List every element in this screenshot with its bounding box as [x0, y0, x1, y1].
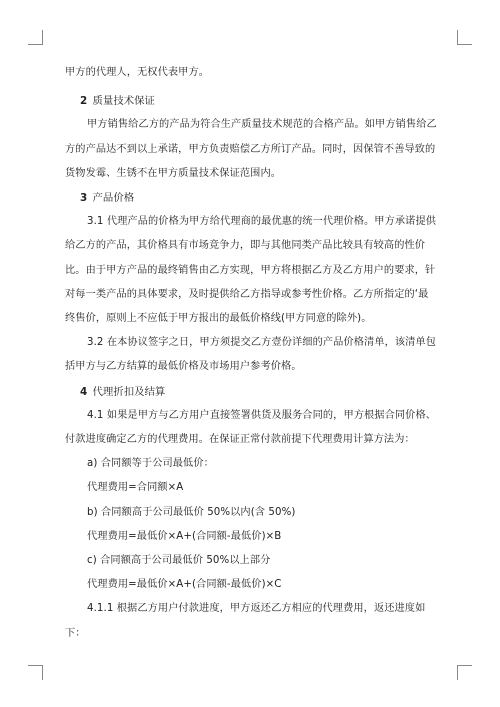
formula-b: 代理费用=最低价×A+(合同额-最低价)×B [87, 530, 282, 542]
paragraph-discount-4-1-1: 4.1.1 根据乙方用户付款进度，甲方返还乙方相应的代理费用，返还进度如下： [65, 603, 426, 639]
crop-mark-top-right [457, 30, 472, 45]
section-number: 3 [80, 192, 88, 205]
crop-mark-top-left [28, 30, 43, 45]
list-item-c: c) 合同额高于公司最低价 50%以上部分 [87, 555, 271, 567]
crop-mark-bottom-right [457, 665, 472, 680]
paragraph-quality: 甲方销售给乙方的产品为符合生产质量技术规范的合格产品。如甲方销售给乙方的产品达不到以上承诺，甲方负责赔偿乙方所订产品。同时，因保管不善导致的货物发霉、生锈不在甲方质量技术保证范围内。 [65, 119, 437, 179]
formula-c: 代理费用=最低价×A+(合同额-最低价)×C [87, 579, 282, 591]
list-item-a: a) 合同额等于公司最低价： [87, 458, 214, 470]
paragraph-price-3-1: 3.1 代理产品的价格为甲方给代理商的最优惠的统一代理价格。甲方承诺提供给乙方的产品，其价格具有市场竞争力，即与其他同类产品比较具有较高的性价比。由于甲方产品的最终销售由乙方实现，甲方将根据乙方及乙方用户的要求，针对每一类产品的具体要求，及时提供给乙方指导或参考性价格。乙方所指定的‘最终售价，原则上不应低于甲方报出的最低价格线(甲方同意的除外)。 [65, 216, 437, 325]
section-heading-quality [65, 89, 437, 113]
formula-a: 代理费用=合同额×A [87, 482, 184, 494]
section-heading-price [65, 186, 437, 210]
list-item-b: b) 合同额高于公司最低价 50%以内(含 50%) [87, 506, 296, 518]
section-number: 4 [80, 385, 88, 398]
section-title: 质量技术保证 [92, 95, 155, 108]
paragraph-price-3-2: 3.2 在本协议签字之日，甲方须提交乙方壹份详细的产品价格清单，该清单包括甲方与乙方结算的最低价格及市场用户参考价格。 [65, 337, 437, 373]
section-title: 产品价格 [92, 192, 135, 205]
crop-mark-bottom-left [28, 665, 43, 680]
section-title: 代理折扣及结算 [92, 385, 166, 398]
document-body [65, 61, 437, 646]
section-heading-discount [65, 380, 437, 404]
paragraph-discount-4-1: 4.1 如果是甲方与乙方用户直接签署供货及服务合同的，甲方根据合同价格、付款进度确定乙方的代理费用。在保证正常付款前提下代理费用计算方法为： [65, 409, 437, 446]
paragraph-continuation: 甲方的代理人，无权代表甲方。 [65, 67, 210, 78]
section-number: 2 [80, 95, 88, 108]
